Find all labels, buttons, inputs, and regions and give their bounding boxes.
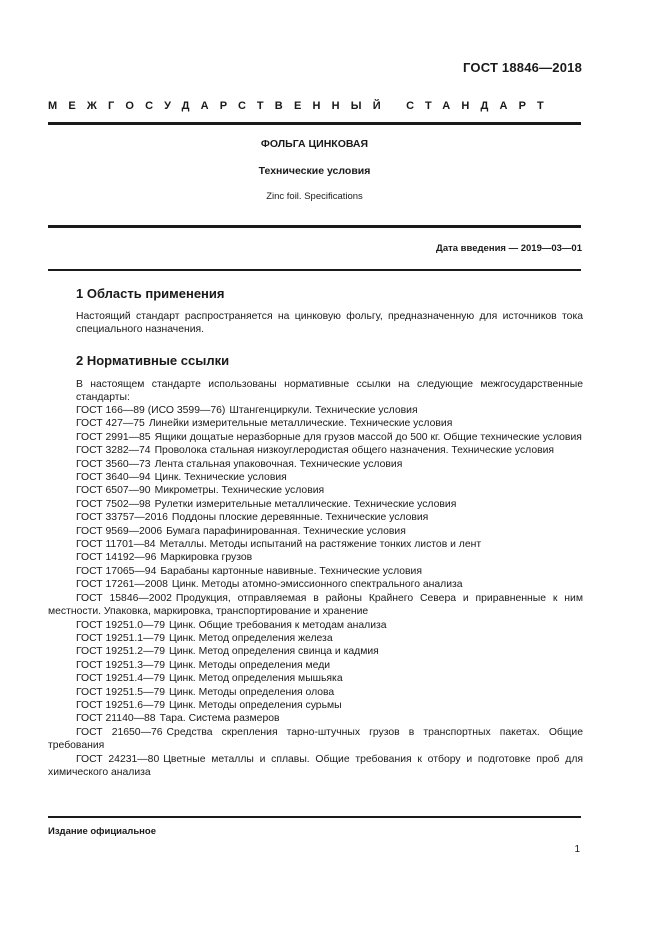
section-2-heading: 2 Нормативные ссылки [76,353,230,368]
reference-title: Барабаны картонные навивные. Технические условия [160,565,422,577]
reference-title: Цинк. Технические условия [154,472,287,484]
reference-item [48,672,583,685]
reference-item [48,404,583,417]
reference-title: Рулетки измерительные металлические. Технические условия [154,498,457,510]
reference-item [48,686,583,699]
reference-code: ГОСТ 3640—94 [76,472,151,484]
section-2-intro [48,378,583,405]
section-2-intro-paragraph: В настоящем стандарте использованы нормативные ссылки на следующие межгосударственные стандарты: [76,379,583,404]
reference-title: Тара. Система размеров [159,713,280,725]
reference-item [48,578,583,591]
reference-item [48,632,583,645]
reference-code: ГОСТ 19251.0—79 [76,619,166,631]
reference-title: Средства скрепления тарно-штучных грузов в транспортных пакетах. Общие требования [48,726,584,752]
reference-code: ГОСТ 19251.3—79 [76,659,166,671]
reference-item [48,525,583,538]
reference-title: Продукция, отправляемая в районы Крайнего Севера и приравненные к ним местности. Упаковка, маркировка, транспортирование и хранение [48,592,583,618]
reference-item [48,619,583,632]
document-title: ФОЛЬГА ЦИНКОВАЯ [260,138,369,150]
reference-code: ГОСТ 17065—94 [76,565,157,577]
reference-code: ГОСТ 6507—90 [76,485,151,497]
interstate-standard-label: МЕЖГОСУДАРСТВЕННЫЙ СТАНДАРТ [48,100,555,112]
document-number: ГОСТ 18846—2018 [463,60,582,75]
reference-code: ГОСТ 33757—2016 [76,512,168,524]
reference-code: ГОСТ 19251.5—79 [76,686,166,698]
reference-title: Маркировка грузов [160,552,253,564]
reference-title: Цинк. Метод определения мышьяка [169,673,343,685]
reference-item [48,431,583,444]
reference-item [48,498,583,511]
reference-item [48,417,583,430]
title-rule [48,225,581,228]
reference-title: Цинк. Методы определения сурьмы [169,699,342,711]
official-edition-label: Издание официальное [48,826,156,837]
reference-code: ГОСТ 17261—2008 [76,579,168,591]
reference-item [48,484,583,497]
reference-code: ГОСТ 19251.6—79 [76,699,166,711]
reference-item [48,712,583,725]
reference-title: Лента стальная упаковочная. Технические условия [154,458,403,470]
date-rule [48,269,581,271]
section-1-heading: 1 Область применения [76,286,225,301]
reference-item [48,699,583,712]
reference-title: Цинк. Метод определения железа [169,632,333,644]
document-subtitle: Технические условия [258,165,371,177]
reference-title: Цветные металлы и сплавы. Общие требования к отбору и подготовке проб для химического анализа [48,753,584,778]
reference-title: Металлы. Методы испытаний на растяжение тонких листов и лент [159,539,482,551]
reference-title: Микрометры. Технические условия [154,485,325,497]
section-1-text [48,310,583,337]
reference-item [48,551,583,564]
reference-item [48,645,583,658]
reference-code: ГОСТ 166—89 (ИСО 3599—76) [76,405,226,416]
reference-code: ГОСТ 3282—74 [76,445,151,457]
reference-title: Цинк. Методы определения олова [169,686,335,698]
reference-item [48,753,583,780]
reference-item [48,458,583,471]
reference-code: ГОСТ 7502—98 [76,498,151,510]
reference-item [48,592,583,619]
reference-code: ГОСТ 2991—85 [76,431,151,443]
reference-title: Ящики дощатые неразборные для грузов массой до 500 кг. Общие технические условия [154,431,582,443]
reference-title: Бумага парафинированная. Технические условия [166,525,406,537]
reference-item [48,471,583,484]
footer-rule [48,816,581,818]
introduction-date: Дата введения — 2019—03—01 [436,243,582,254]
reference-code: ГОСТ 9569—2006 [76,525,163,537]
reference-item [48,511,583,524]
reference-code: ГОСТ 24231—80 [76,753,160,765]
english-title: Zinc foil. Specifications [266,191,363,202]
header-rule [48,122,581,125]
reference-code: ГОСТ 19251.2—79 [76,646,166,658]
reference-code: ГОСТ 427—75 [76,418,145,430]
reference-title: Цинк. Общие требования к методам анализа [169,619,387,631]
normative-references-list [48,404,583,779]
reference-item [48,538,583,551]
reference-code: ГОСТ 19251.4—79 [76,673,166,685]
reference-title: Штангенциркули. Технические условия [229,405,418,416]
page-number: 1 [574,844,580,855]
reference-code: ГОСТ 11701—84 [76,539,156,551]
section-1-paragraph: Настоящий стандарт распространяется на цинковую фольгу, предназначенную для источников тока специального назначения. [76,311,583,336]
reference-title: Цинк. Методы атомно-эмиссионного спектрального анализа [171,579,463,591]
reference-title: Поддоны плоские деревянные. Технические условия [171,512,429,524]
reference-title: Цинк. Метод определения свинца и кадмия [169,646,379,658]
reference-item [48,565,583,578]
reference-item [48,659,583,672]
reference-item [48,726,583,753]
reference-code: ГОСТ 15846—2002 [76,592,172,604]
reference-code: ГОСТ 14192—96 [76,552,157,564]
reference-code: ГОСТ 19251.1—79 [76,632,166,644]
reference-code: ГОСТ 21140—88 [76,713,156,725]
reference-title: Цинк. Методы определения меди [169,659,331,671]
reference-title: Проволока стальная низкоуглеродистая общего назначения. Технические условия [154,445,555,457]
reference-title: Линейки измерительные металлические. Технические условия [148,418,453,430]
reference-code: ГОСТ 3560—73 [76,458,151,470]
reference-code: ГОСТ 21650—76 [76,726,163,738]
reference-item [48,444,583,457]
